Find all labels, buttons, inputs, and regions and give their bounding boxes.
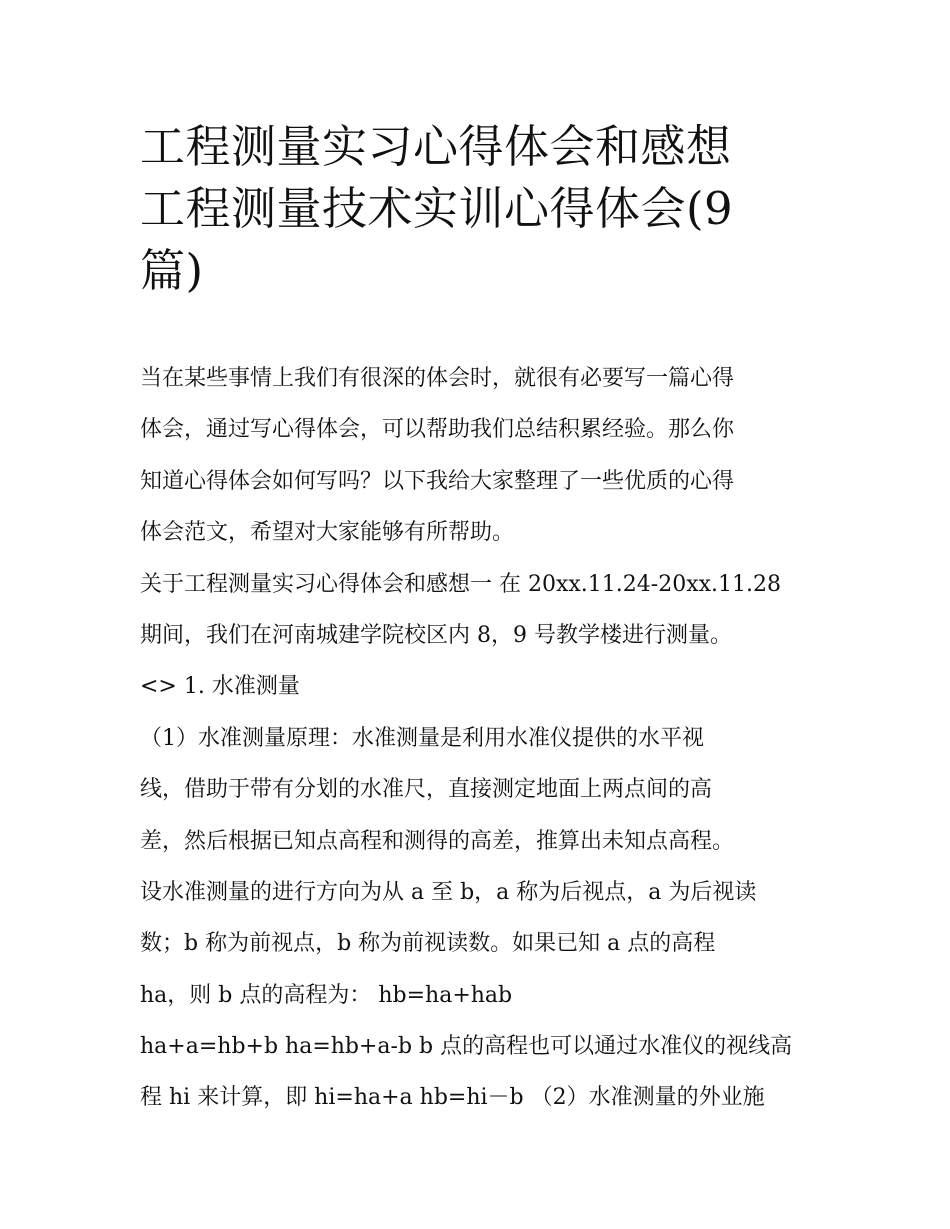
body-line: 期间，我们在河南城建学院校区内 8，9 号教学楼进行测量。 <box>140 622 732 648</box>
body-line: 差，然后根据已知点高程和测得的高差，推算出未知点高程。 <box>140 828 735 854</box>
title-line: 工程测量技术实训心得体会(9 <box>140 182 734 235</box>
body-line: 知道心得体会如何写吗？以下我给大家整理了一些优质的心得 <box>140 468 735 494</box>
body-line: 线，借助于带有分划的水准尺，直接测定地面上两点间的高 <box>140 777 713 803</box>
body-line: （1）水准测量原理：水准测量是利用水准仪提供的水平视 <box>140 725 704 751</box>
body-line: 体会范文，希望对大家能够有所帮助。 <box>140 520 515 546</box>
title-line: 篇) <box>140 244 204 297</box>
body-line: ha+a=hb+b ha=hb+a-b b 点的高程也可以通过水准仪的视线高 <box>140 1034 793 1060</box>
body-line: 程 hi 来计算，即 hi=ha+a hb=hi－b （2）水准测量的外业施 <box>140 1085 765 1111</box>
body-line: 体会，通过写心得体会，可以帮助我们总结积累经验。那么你 <box>140 417 735 443</box>
body-line: 当在某些事情上我们有很深的体会时，就很有必要写一篇心得 <box>140 366 735 391</box>
section-heading: <> 1. 水准测量 <box>140 674 300 700</box>
document-title <box>140 116 820 302</box>
document-body <box>140 360 830 1131</box>
body-line: 关于工程测量实习心得体会和感想一 在 20xx.11.24-20xx.11.28 <box>140 571 781 597</box>
body-line: 设水准测量的进行方向为从 a 至 b，a 称为后视点，a 为后视读 <box>140 879 757 905</box>
title-line: 工程测量实习心得体会和感想 <box>140 120 732 173</box>
body-line: 数；b 称为前视点，b 称为前视读数。如果已知 a 点的高程 <box>140 931 716 957</box>
body-line: ha，则 b 点的高程为： hb=ha+hab <box>140 982 513 1008</box>
